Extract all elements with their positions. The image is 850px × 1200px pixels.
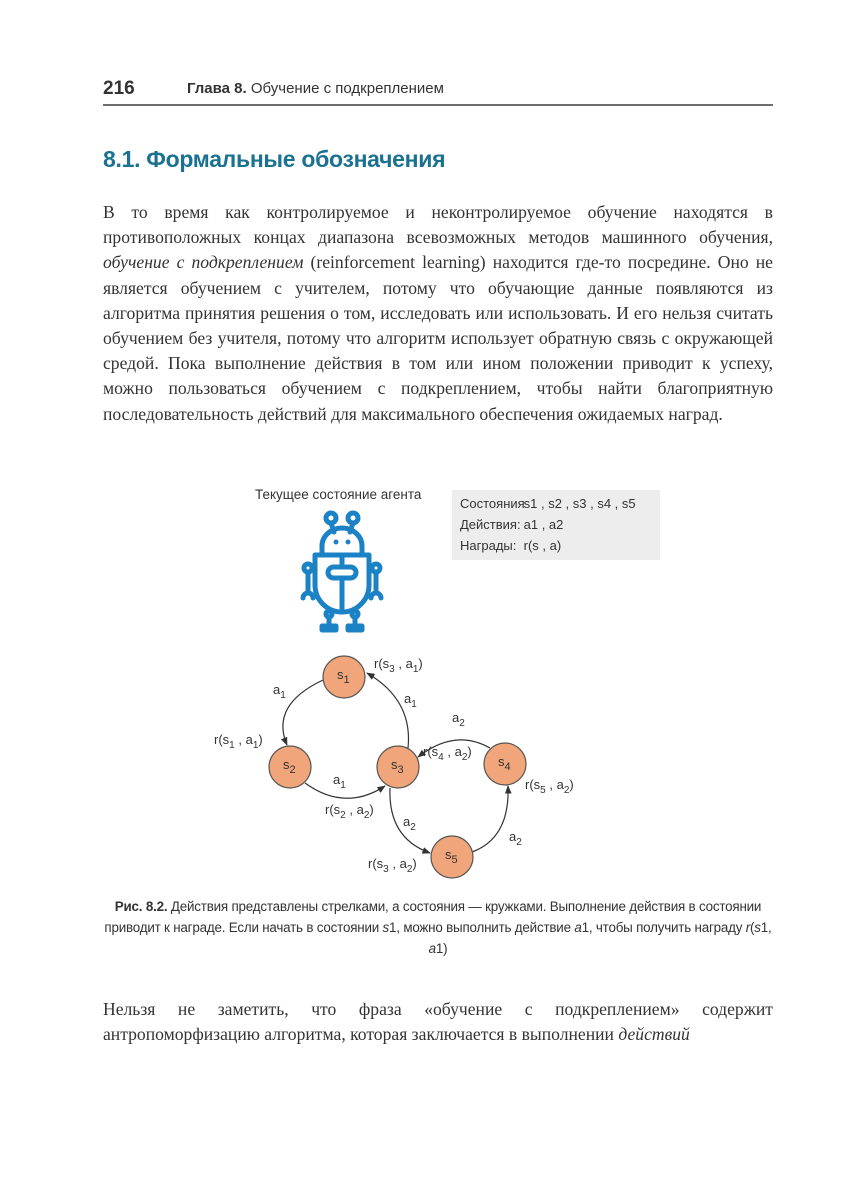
svg-text:r(s1 , a1): $r(s_1$ , $a_1$) xyxy=(214,732,263,751)
paragraph-text: В то время как контролируемое и неконтролируемое обучение находятся в противоположных концах диапазона всевозможных методов машинного обучения, xyxy=(103,202,773,248)
emphasis-term: обучение с подкреплением xyxy=(103,252,304,273)
edge-s5-s4 xyxy=(472,786,508,852)
agent-label: Текущее состояние агента xyxy=(255,487,422,502)
svg-text:r(s3 , a2): $r(s_3$ , $a_2$) xyxy=(368,856,417,875)
svg-text:r(s5 , a2): $r(s_5$ , $a_2$) xyxy=(525,777,574,796)
svg-text:s5: $s_5$ xyxy=(445,847,458,866)
svg-text:a2: $a_2$ xyxy=(509,829,522,848)
chapter-label: Глава 8. xyxy=(187,80,247,97)
edge-s3-s1 xyxy=(367,673,408,748)
legend-rewards: Награды: r(s , a) xyxy=(460,538,562,553)
caption-label: Рис. 8.2. xyxy=(114,899,168,914)
legend-actions: Действия: a1 , a2 xyxy=(460,517,564,532)
chapter-name: Обучение с подкреплением xyxy=(250,80,444,97)
paragraph-text: Нельзя не заметить, что фраза «обучение с подкреплением» содержит антропоморфизацию алгоритма, которая заключается в выполнении xyxy=(103,999,773,1045)
svg-text:s1: $s_1$ xyxy=(337,667,350,686)
edge-s1-s2 xyxy=(283,680,323,745)
svg-text:a2: $a_2$ xyxy=(403,814,416,833)
figure-caption: Рис. 8.2. Действия представлены стрелками, а состояния — кружками. Выполнение действия в состоянии приводит к награде. Если начать в состоянии s1, можно выполнить действие a1, чтобы получить награду r(s1, a1) xyxy=(104,899,772,956)
svg-text:s3: $s_3$ xyxy=(391,757,404,776)
page-number: 216 xyxy=(103,78,135,99)
svg-text:s2: $s_2$ xyxy=(283,757,296,776)
svg-text:r(s4 , a2): $r(s_4$ , $a_2$) xyxy=(423,744,472,763)
emphasis-term: действий xyxy=(618,1024,690,1045)
svg-text:s4: $s_4$ xyxy=(498,754,511,773)
svg-text:a2: $a_2$ xyxy=(452,710,465,729)
section-title: 8.1. Формальные обозначения xyxy=(103,146,446,172)
svg-text:a1: $a_1$ xyxy=(404,691,417,710)
svg-text:a1: $a_1$ xyxy=(333,772,346,791)
svg-text:r(s3 , a1): $r(s_3$ , $a_1$) xyxy=(374,656,423,675)
svg-text:a1: $a_1$ xyxy=(273,682,286,701)
paragraph-text: (reinforcement learning) находится где-то посредине. Оно не является обучением с учителем, потому что обучающие данные появляются из алгоритма принятия решения о том, исследовать или использовать. И его нельзя считать обучением без учителя, потому что алгоритм использует обратную связь с окружающей средой. Пока выполнение действия в том или ином положении приводит к успеху, можно пользоваться обучением с подкреплением, чтобы найти благоприятную последовательность действий для максимального обеспечения ожидаемых наград. xyxy=(103,252,773,424)
paragraph-followup xyxy=(103,997,773,1047)
legend-states: Состояния s1 , s2 , s3 , s4 , s5 xyxy=(460,496,636,511)
svg-text:r(s2 , a2): $r(s_2$ , $a_2$) xyxy=(325,802,374,821)
